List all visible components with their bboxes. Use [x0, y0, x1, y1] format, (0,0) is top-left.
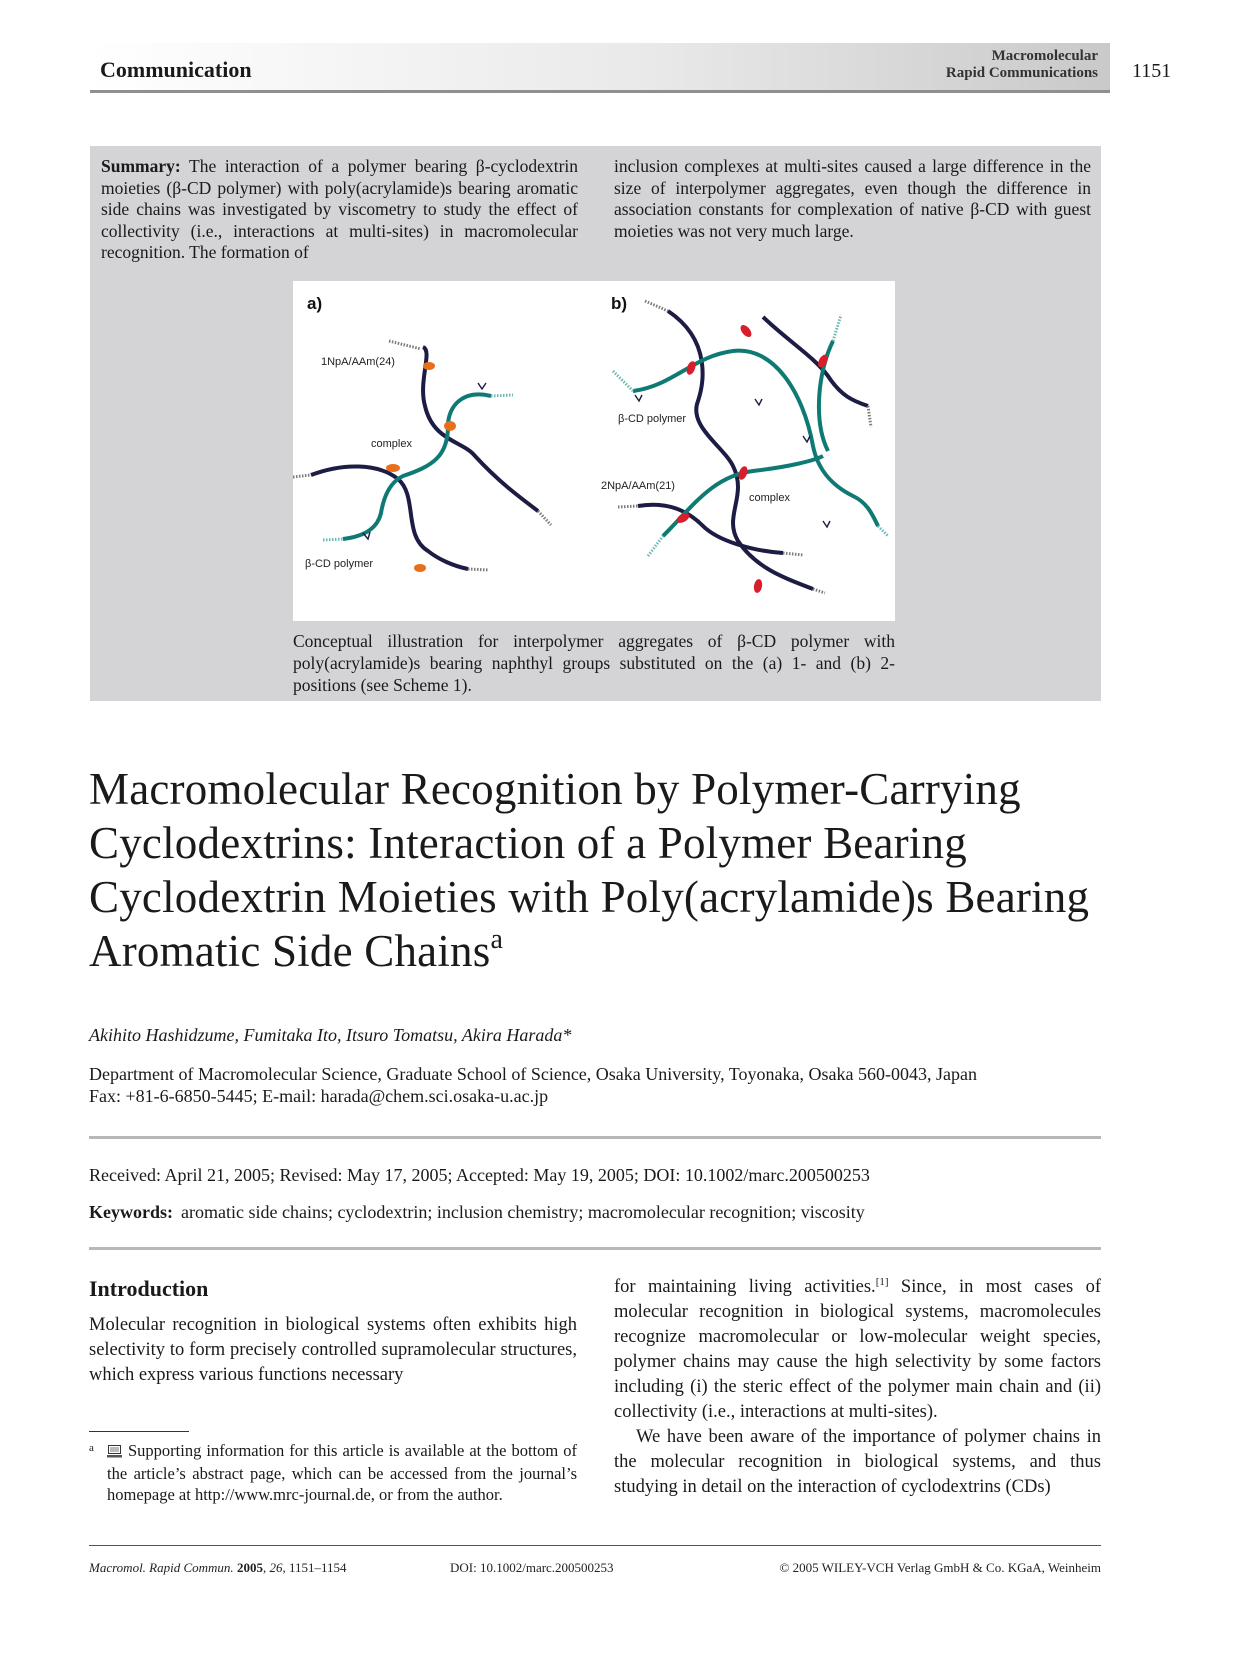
author-list: Akihito Hashidzume, Fumitaka Ito, Itsuro Tomatsu, Akira Harada*	[89, 1025, 572, 1045]
keywords-label: Keywords:	[89, 1202, 173, 1222]
footer-citation: Macromol. Rapid Commun. 2005, 26, 1151–1154	[89, 1560, 347, 1575]
summary-right-column: inclusion complexes at multi-sites caused a large difference in the size of interpolymer aggregates, even though the difference in association constants for complexation of native β-CD with guest moieties was not very much large.	[614, 156, 1091, 241]
panel-a-complex-label: complex	[371, 438, 412, 450]
footer-copyright: © 2005 WILEY-VCH Verlag GmbH & Co. KGaA, Weinheim	[779, 1560, 1101, 1575]
divider-top	[89, 1136, 1101, 1139]
panel-b-dark-end-3	[868, 406, 871, 427]
page-number: 1151	[1132, 60, 1172, 82]
contact-info: Fax: +81-6-6850-5445; E-mail: harada@chem.sci.osaka-u.ac.jp	[89, 1086, 549, 1106]
body-right-column	[614, 1275, 1101, 1500]
footnote-rule	[89, 1431, 189, 1432]
panel-a-dark-end-3	[468, 569, 489, 570]
panel-b-guest-6	[753, 578, 763, 593]
footer-pages: 1151–1154	[288, 1560, 347, 1575]
panel-a-teal-end-2	[323, 539, 343, 540]
panel-b-complex-label: complex	[749, 492, 790, 504]
journal-name	[946, 48, 1098, 82]
footnote-mark: a	[89, 1442, 94, 1454]
panel-b-teal-end-3	[878, 526, 888, 536]
title-footnote-mark: a	[490, 924, 504, 955]
summary-left-column	[101, 156, 578, 264]
keywords-line	[89, 1202, 865, 1223]
body-paragraph-2: We have been aware of the importance of polymer chains in the molecular recognition in biological systems, and thus studying in detail on the interaction of cyclodextrins (CDs)	[614, 1427, 1101, 1497]
keywords-text: aromatic side chains; cyclodextrin; inclusion chemistry; macromolecular recognition; viscosity	[181, 1202, 865, 1222]
panel-b-teal-end-4	[833, 315, 841, 341]
panel-a-polymer-label: 1NpA/AAm(24)	[321, 356, 395, 368]
summary-label: Summary:	[101, 156, 181, 176]
panel-b-dark-end-2	[813, 589, 825, 593]
panel-a-cd-cup-1	[478, 383, 486, 389]
section-label: Communication	[100, 57, 252, 82]
panel-a-dark-end-1	[389, 341, 421, 349]
panel-b-dark-end-5	[783, 553, 803, 555]
footnote	[89, 1440, 577, 1505]
panel-a-dark-chain-2	[311, 466, 468, 569]
panel-a-label: a)	[307, 294, 323, 313]
footer-volume: 26	[269, 1560, 283, 1575]
paragraph-1-rest: Since, in most cases of molecular recognition in biological systems, macromolecules recognize macromolecular or low-molecular weight species, polymer chains may cause the high selectivity by some factors including (i) the steric effect of the polymer main chain and (ii) collectivity (i.e., interactions at multi-sites).	[614, 1277, 1101, 1422]
article-title	[89, 762, 1119, 978]
affiliation-block	[89, 1063, 1119, 1107]
footnote-body	[107, 1440, 577, 1505]
affiliation: Department of Macromolecular Science, Graduate School of Science, Osaka University, Toyonaka, Osaka 560-0043, Japan	[89, 1064, 977, 1084]
body-paragraph-1	[614, 1275, 1101, 1425]
panel-b-label: b)	[611, 294, 628, 313]
footer-doi: DOI: 10.1002/marc.200500253	[450, 1560, 614, 1575]
panel-b-dark-chain-3	[638, 505, 783, 553]
figure-svg	[293, 281, 895, 621]
footnote-text: Supporting information for this article is available at the bottom of the article’s abstract page, which can be accessed from the journal’s homepage at http://www.mrc-journal.de, or from the author.	[107, 1441, 577, 1504]
panel-a-guest-2	[444, 421, 456, 431]
journal-name-line1: Macromolecular	[991, 48, 1098, 64]
panel-b-cd-cup-3	[803, 436, 810, 442]
panel-a-guest-4	[414, 564, 426, 572]
panel-b-cd-cup-2	[755, 399, 762, 405]
running-header	[90, 43, 1110, 93]
panel-b-dark-end-1	[645, 301, 668, 311]
footer-rule	[89, 1545, 1101, 1546]
panel-a-teal-end-1	[491, 395, 513, 396]
panel-b-cd-label: β-CD polymer	[618, 413, 687, 425]
panel-a-dark-chain-1	[423, 347, 538, 511]
introduction-heading: Introduction	[89, 1276, 209, 1301]
body-left-column: Molecular recognition in biological systems often exhibits high selectivity to form precisely controlled supramolecular structures, which express various functions necessary	[89, 1315, 577, 1385]
panel-b-guest-2	[738, 323, 753, 339]
summary-left-text: The interaction of a polymer bearing β-cyclodextrin moieties (β-CD polymer) with poly(acrylamide)s bearing aromatic side chains was investigated by viscometry to study the effect of collectivity (i.e., interactions at multi-sites) in macromolecular recognition. The formation of	[101, 156, 579, 262]
panel-b-teal-end-2	[648, 536, 663, 556]
publication-dates: Received: April 21, 2005; Revised: May 17, 2005; Accepted: May 19, 2005; DOI: 10.1002/marc.200500253	[89, 1165, 870, 1185]
panel-a-dark-end-4	[293, 475, 311, 477]
figure-caption: Conceptual illustration for interpolymer aggregates of β-CD polymer with poly(acrylamide)s bearing naphthyl groups substituted on the (a) 1- and (b) 2-positions (see Scheme 1).	[293, 631, 895, 695]
citation-1: [1]	[875, 1276, 889, 1288]
footer-year: 2005	[236, 1560, 263, 1575]
graphical-abstract-figure	[293, 281, 895, 621]
panel-b-dark-end-4	[618, 506, 638, 507]
paragraph-1-start: for maintaining living activities.	[614, 1277, 876, 1297]
panel-b-cd-cup-1	[635, 395, 642, 401]
summary-box	[90, 146, 1101, 701]
panel-a-dark-end-2	[538, 511, 551, 525]
article-title-text: Macromolecular Recognition by Polymer-Carrying Cyclodextrins: Interaction of a Polymer Bearing Cyclodextrin Moieties with Poly(acrylamide)s Bearing Aromatic Side Chains	[89, 764, 1090, 976]
journal-name-line2: Rapid Communications	[945, 65, 1098, 81]
panel-a-cd-label: β-CD polymer	[305, 558, 374, 570]
panel-b-teal-end-1	[613, 371, 633, 391]
computer-icon	[107, 1442, 122, 1463]
panel-a-guest-3	[386, 464, 400, 472]
divider-bottom	[89, 1247, 1101, 1250]
panel-b-polymer-label: 2NpA/AAm(21)	[601, 480, 675, 492]
panel-b-cd-cup-4	[823, 521, 830, 527]
footer-journal: Macromol. Rapid Commun.	[89, 1560, 234, 1575]
panel-b-dark-chain-2	[763, 317, 868, 406]
panel-a-guest-1	[423, 362, 435, 370]
